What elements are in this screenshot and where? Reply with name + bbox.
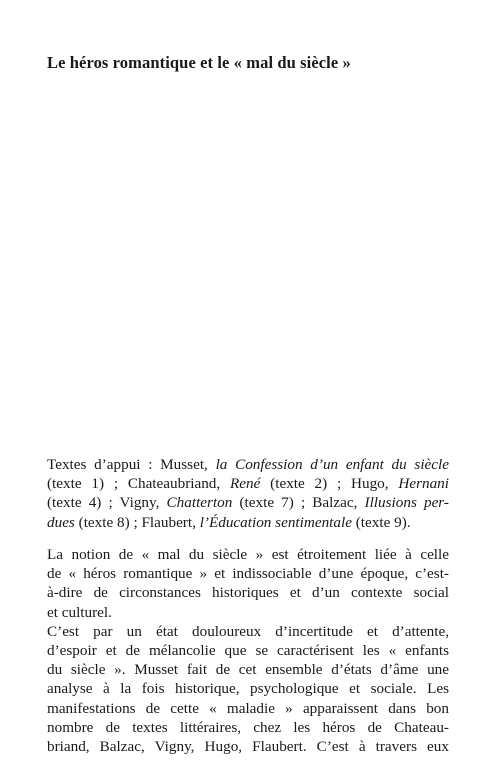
paragraph-line: de « héros romantique » et indissociable d’une époque, c’est- (47, 565, 449, 583)
body-text (47, 545, 449, 756)
paragraph-line: briand, Balzac, Vigny, Hugo, Flaubert. C’est à travers eux (47, 738, 449, 756)
work-title-rene: René (230, 475, 261, 493)
page-title: Le héros romantique et le « mal du siècle » (47, 53, 351, 72)
paragraph-line: La notion de « mal du siècle » est étroitement liée à celle (47, 546, 449, 563)
work-title-hernani: Hernani (398, 475, 449, 493)
source-text: (texte 2) ; Hugo, (260, 475, 399, 493)
paragraph-line: d’espoir et de mélancolie que se caractérisent les « enfants (47, 642, 449, 660)
source-text: (texte 4) ; Vigny, (47, 494, 167, 512)
source-texts-paragraph (47, 455, 449, 532)
source-line-1 (47, 455, 449, 474)
paragraph-2 (47, 622, 449, 756)
source-text: (texte 8) ; Flaubert, (74, 513, 200, 531)
source-text: (texte 9). (351, 513, 411, 531)
work-title-education-sentimentale: l’Éducation sentimentale (199, 513, 352, 531)
work-title-illusions-perdues-end: dues (47, 513, 75, 531)
source-text: (texte 1) ; Chateaubriand, (47, 475, 231, 493)
work-title-confession: la Confession d’un enfant du siècle (215, 456, 449, 473)
paragraph-line: manifestations de cette « maladie » apparaissent dans bon (47, 699, 449, 717)
source-texts (47, 455, 449, 532)
paragraph-line: du siècle ». Musset fait de cet ensemble d’états d’âme une (47, 661, 449, 679)
work-title-illusions-perdues: Illusions per- (364, 494, 449, 512)
paragraph-line: C’est par un état douloureux d’incertitude et d’attente, (47, 622, 449, 640)
source-line-4 (47, 513, 449, 532)
source-line-2 (47, 474, 449, 493)
work-title-chatterton: Chatterton (166, 494, 233, 512)
source-text: (texte 7) ; Balzac, (232, 494, 365, 512)
paragraph-line: analyse à la fois historique, psychologique et sociale. Les (47, 680, 449, 698)
paragraph-line: à-dire de circonstances historiques et d’un contexte social (47, 584, 449, 602)
paragraph-1 (47, 545, 449, 622)
source-text: Textes d’appui : Musset, (47, 456, 216, 473)
source-line-3 (47, 493, 449, 512)
paragraph-line: et culturel. (47, 603, 112, 621)
paragraph-line: nombre de textes littéraires, chez les héros de Chateau- (47, 718, 449, 736)
